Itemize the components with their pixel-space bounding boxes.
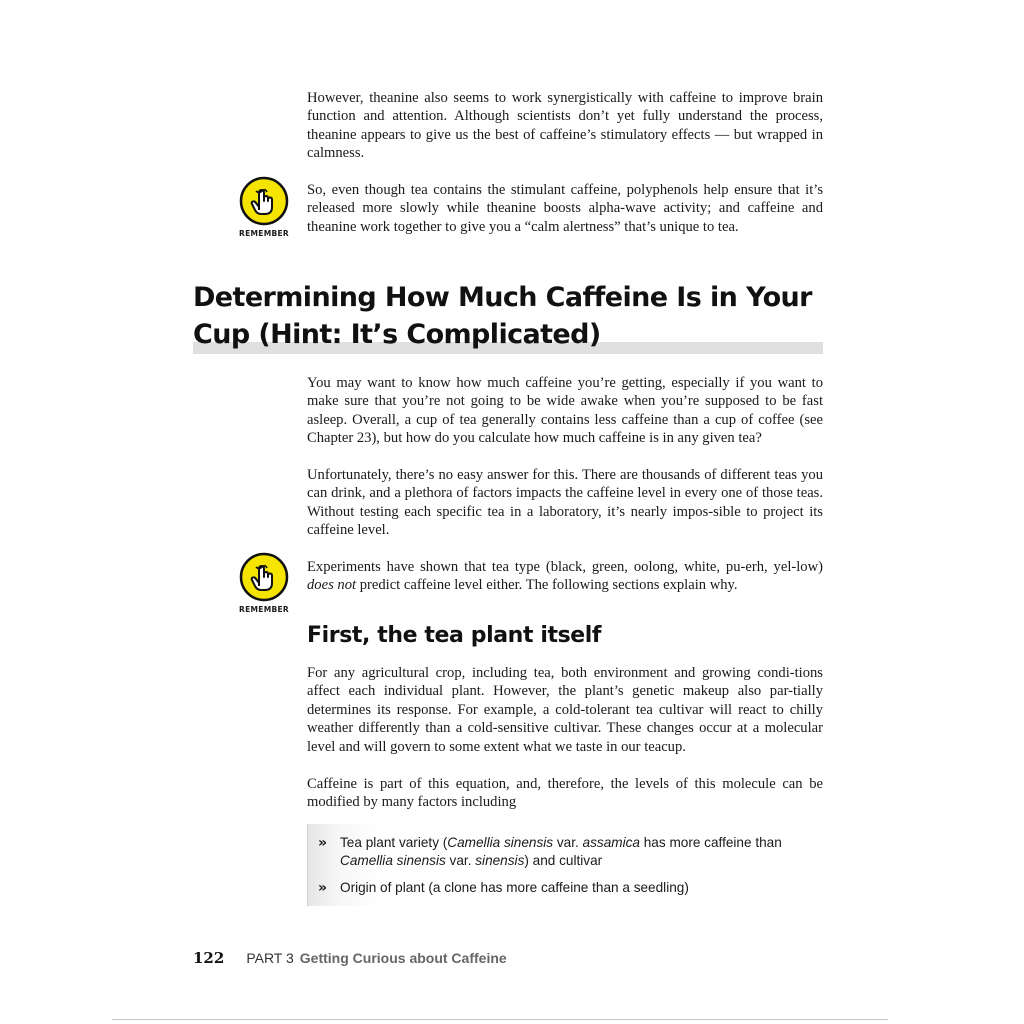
remember-finger-string-icon xyxy=(239,552,289,602)
emphasis-does-not: does not xyxy=(307,577,357,594)
double-chevron-bullet-icon: » xyxy=(318,880,328,896)
double-chevron-bullet-icon: » xyxy=(318,835,328,851)
paragraph-how-much-caffeine: You may want to know how much caffeine you’re getting, especially if you want to make sure that you’re not going to be wide awake when you’re supposed to be fast asleep. Overall, a cup of tea generally contains less caffeine than a cup of coffee (see Chapter 23), but how do you calculate how much caffeine is in any given tea? xyxy=(307,375,823,447)
paragraph-text: predict caffeine level either. The following sections explain why. xyxy=(356,577,738,594)
text: Tea plant variety ( xyxy=(340,835,448,850)
paragraph-caffeine-equation: Caffeine is part of this equation, and, therefore, the levels of this molecule can be modified by many factors including xyxy=(307,776,823,811)
text: has more caffeine than xyxy=(639,835,782,850)
list-item-text: Origin of plant (a clone has more caffeine than a seedling) xyxy=(340,880,689,895)
text: var. xyxy=(553,835,583,850)
page-footer xyxy=(193,948,507,968)
chapter-title: Getting Curious about Caffeine xyxy=(299,950,507,966)
paragraph-text: Experiments have shown that tea type (black, green, oolong, white, pu-erh, yel-low) xyxy=(307,559,823,575)
list-item-text xyxy=(340,834,798,870)
text: ) and cultivar xyxy=(524,853,603,868)
remember-label: REMEMBER xyxy=(239,229,289,238)
variety-name: sinensis xyxy=(475,853,525,868)
paragraph-agricultural-crop: For any agricultural crop, including tea, both environment and growing condi-tions affect each individual plant. However, the plant’s genetic makeup also par-tially determines its response. For example, a cold-tolerant tea cultivar will react to chilly weather differently than a cold-sensitive cultivar. These changes occur at a molecular level and will govern to some extent what we taste in our teacup. xyxy=(307,665,823,755)
variety-name: assamica xyxy=(582,835,640,850)
species-name: Camellia sinensis xyxy=(447,835,554,850)
remember-finger-string-icon xyxy=(239,176,289,226)
list-item xyxy=(318,834,798,870)
page-bottom-edge xyxy=(112,1019,888,1020)
subsection-heading: First, the tea plant itself xyxy=(307,623,602,648)
paragraph-calm-alertness: So, even though tea contains the stimulant caffeine, polyphenols help ensure that it’s released more slowly while theanine boosts alpha-wave activity; and caffeine and theanine work together to give you a “calm alertness” that’s unique to tea. xyxy=(307,182,823,235)
paragraph-theanine-synergy: However, theanine also seems to work synergistically with caffeine to improve brain function and attention. Although scientists don’t yet fully understand the process, theanine appears to give us the best of caffeine’s stimulatory effects — but wrapped in calmness. xyxy=(307,90,823,162)
remember-callout-1 xyxy=(234,176,294,238)
bullet-list xyxy=(307,824,828,906)
paragraph-tea-type-experiments xyxy=(307,558,823,595)
section-heading: Determining How Much Caffeine Is in Your Cup (Hint: It’s Complicated) xyxy=(193,282,812,350)
page-number: 122 xyxy=(193,949,225,967)
species-name: Camellia sinensis xyxy=(340,853,446,868)
remember-callout-2 xyxy=(234,552,294,614)
list-item xyxy=(318,879,798,897)
remember-label: REMEMBER xyxy=(239,605,289,614)
paragraph-no-easy-answer: Unfortunately, there’s no easy answer for this. There are thousands of different teas you can drink, and a plethora of factors impacts the caffeine level in every one of those teas. Without testing each specific tea in a laboratory, it’s nearly impos-sible to project its caffeine level. xyxy=(307,467,823,539)
part-label: PART 3 xyxy=(246,950,294,966)
text: var. xyxy=(445,853,476,868)
